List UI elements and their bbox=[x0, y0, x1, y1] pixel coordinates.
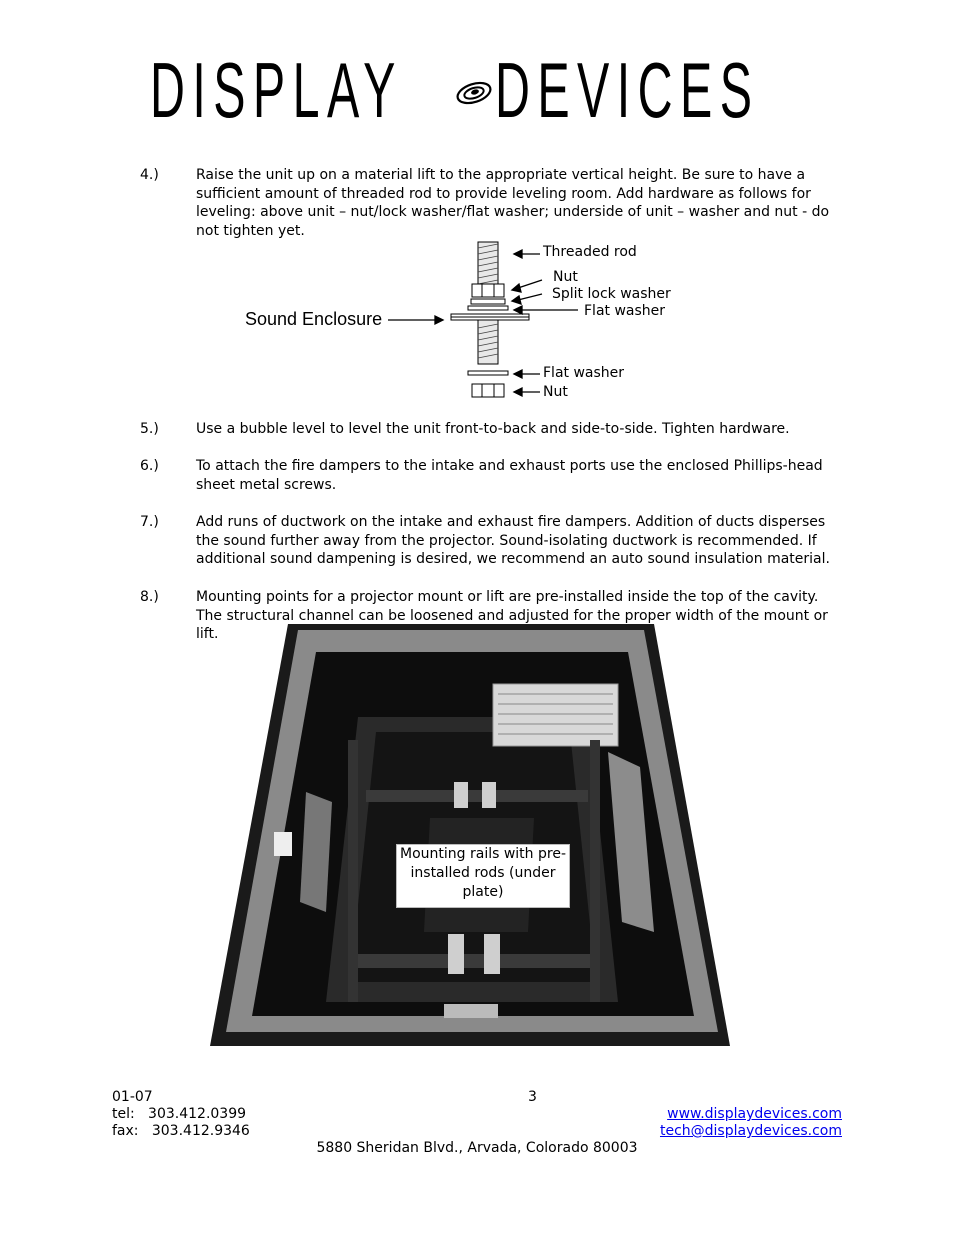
label-flat-washer-bottom: Flat washer bbox=[543, 365, 625, 381]
logo-word-devices: DEVICES bbox=[495, 46, 760, 134]
step-number: 4.) bbox=[140, 167, 159, 183]
mounting-rails-callout: Mounting rails with pre-installed rods (under plate) bbox=[396, 844, 570, 908]
footer-fax: fax: 303.412.9346 bbox=[112, 1123, 250, 1139]
enclosure-photo-drawing bbox=[208, 622, 732, 1048]
footer-date-code: 01-07 bbox=[112, 1089, 153, 1105]
label-split-lock-washer: Split lock washer bbox=[552, 286, 671, 302]
website-link-text[interactable]: www.displaydevices.com bbox=[667, 1106, 842, 1122]
step-text: Add runs of ductwork on the intake and exhaust fire dampers. Addition of ducts disperses the sound further away from the projector. Sound-isolating ductwork is recommended. If additional sound dampening is desired, we recommend an auto sound insulation material. bbox=[196, 514, 830, 567]
step-5 bbox=[140, 420, 850, 440]
footer-address: 5880 Sheridan Blvd., Arvada, Colorado 80003 bbox=[316, 1140, 638, 1156]
step-7 bbox=[140, 513, 850, 571]
footer-email-link[interactable] bbox=[660, 1123, 842, 1140]
enclosure-interior-photo bbox=[208, 622, 732, 1048]
step-6 bbox=[140, 457, 850, 497]
step-number: 7.) bbox=[140, 514, 159, 530]
step-number: 6.) bbox=[140, 458, 159, 474]
step-number: 5.) bbox=[140, 421, 159, 437]
step-4 bbox=[140, 166, 850, 242]
step-text: Use a bubble level to level the unit front-to-back and side-to-side. Tighten hardware. bbox=[196, 421, 790, 437]
footer-tel: tel: 303.412.0399 bbox=[112, 1106, 247, 1122]
footer-website-link[interactable] bbox=[667, 1106, 842, 1123]
page-number: 3 bbox=[528, 1089, 537, 1105]
company-logo bbox=[150, 46, 800, 134]
leveling-hardware-diagram bbox=[240, 238, 700, 408]
step-number: 8.) bbox=[140, 589, 159, 605]
swirl-logo-icon bbox=[454, 78, 494, 108]
logo-word-display: DISPLAY bbox=[150, 46, 403, 134]
label-threaded-rod: Threaded rod bbox=[543, 244, 637, 260]
email-link-text[interactable]: tech@displaydevices.com bbox=[659, 1123, 842, 1139]
label-flat-washer-top: Flat washer bbox=[584, 303, 666, 319]
step-text: Mounting points for a projector mount or lift are pre-installed inside the top of the cavity. The structural channel can be loosened and adjusted for the proper width of the mount or lift. bbox=[196, 589, 828, 642]
label-sound-enclosure: Sound Enclosure bbox=[245, 309, 383, 329]
label-nut-top: Nut bbox=[553, 269, 578, 285]
step-text: To attach the fire dampers to the intake and exhaust ports use the enclosed Phillips-head sheet metal screws. bbox=[196, 458, 823, 493]
label-nut-bottom: Nut bbox=[543, 384, 568, 400]
step-text: Raise the unit up on a material lift to the appropriate vertical height. Be sure to have a sufficient amount of threaded rod to provide leveling room. Add hardware as follows for leveling: above unit – nut/lock washer/flat washer; underside of unit – washer and nut - do not tighten yet. bbox=[196, 167, 830, 239]
